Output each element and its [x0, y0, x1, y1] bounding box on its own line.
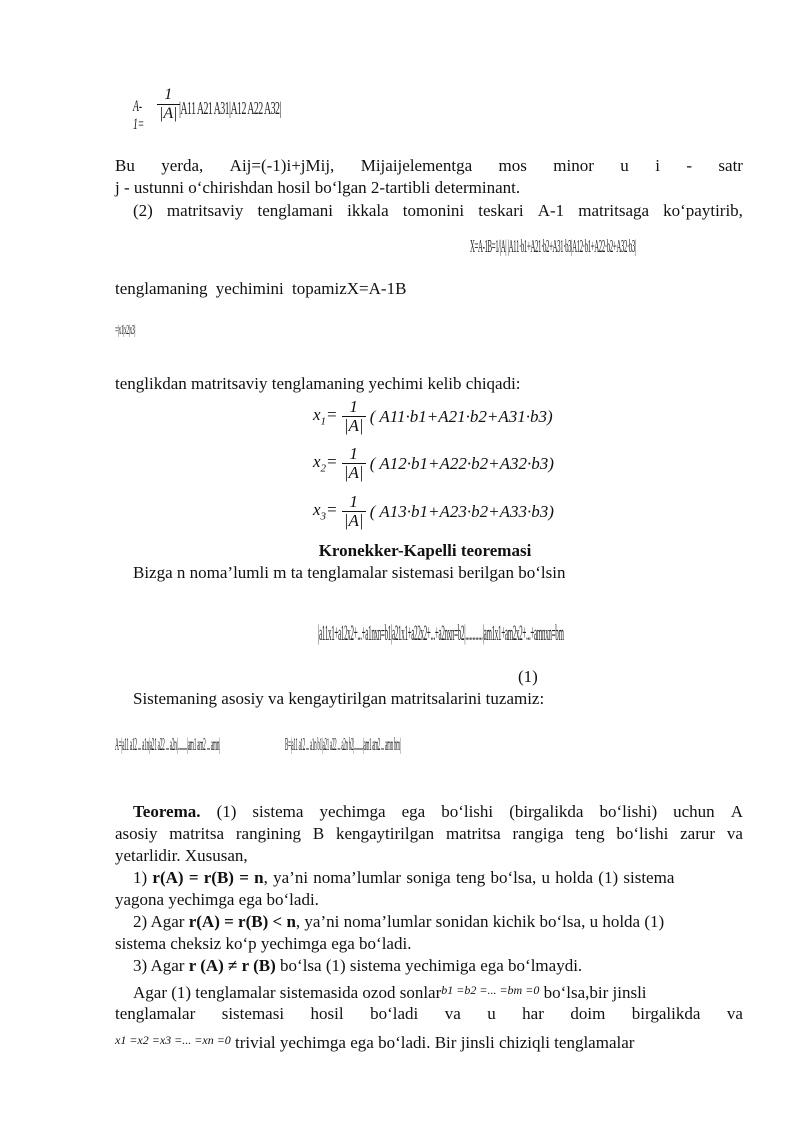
word: va — [726, 824, 743, 843]
system-equation: |a11x1+a12x2+...+a1nxn=b1|a21x1+a22x2+...+a2nxn=b2|............|am1x1+am2x2+...+amnxn=bm — [318, 620, 564, 645]
word: ikkala — [347, 201, 389, 220]
word: u — [620, 156, 629, 175]
word: rangiga — [512, 824, 564, 843]
word: (birgalikda — [509, 802, 584, 821]
word: Teorema. — [133, 802, 201, 821]
word: sistema — [252, 802, 304, 821]
para2-line2: tenglamaning yechimini topamizX=A-1B — [115, 279, 407, 298]
word: sistemasi — [221, 1004, 285, 1023]
word: Mijaijelementga — [360, 156, 473, 175]
case2-line1: 2) Agar r(A) = r(B) < n, ya’ni noma’lumlar sonidan kichik bo‘lsa, u holda (1) — [133, 912, 665, 931]
case2-line2: sistema cheksiz ko‘p yechimga ega bo‘ladi. — [115, 934, 412, 953]
word: bo‘ladi — [370, 1004, 419, 1023]
word: Aij=(-1)i+jMij, — [229, 156, 335, 175]
word: va — [726, 1004, 743, 1023]
word: yechimga — [319, 802, 386, 821]
word: - — [686, 156, 693, 175]
section-title: Kronekker-Kapelli teoremasi — [318, 541, 532, 560]
word: u — [487, 1004, 496, 1023]
last-line2 — [115, 1003, 743, 1025]
word: ega — [401, 802, 426, 821]
para2-line3: tenglikdan matritsaviy tenglamaning yechimi kelib chiqadi: — [115, 374, 521, 393]
intro-line: Bizga n noma’lumli m ta tenglamalar sistemasi berilgan bo‘lsin — [133, 563, 566, 582]
para1-line2: j - ustunni o‘chirishdan hosil bo‘lgan 2-tartibli determinant. — [115, 178, 521, 197]
word: matritsaga — [578, 201, 650, 220]
matrix-b: B=|a11 a12 ... a1n b1|a21 a22 ... a2n b2|.........|am1 am2 ... amn bm| — [285, 734, 401, 754]
para2-formula-right: X=A-1B=1/|A| |A11·b1+A21·b2+A31·b3|A12·b1+A22·b2+A32·b3| — [470, 236, 636, 256]
word: minor — [553, 156, 594, 175]
inverse-frac: $\frac{1}{|A|}$ — [159, 86, 178, 122]
word: teng — [575, 824, 605, 843]
word: A-1 — [537, 201, 565, 220]
word: bo‘lishi — [441, 802, 494, 821]
matrix-a: A=|a11 a12 ... a1n|a21 a22 ... a2n|.........|am1 am2 ... amn| — [115, 734, 220, 754]
theorem-line3: yetarlidir. Xususan, — [115, 846, 248, 865]
word: (1) — [216, 802, 237, 821]
para1-line1 — [115, 155, 743, 177]
word: ko‘paytirib, — [663, 201, 743, 220]
last-line3: $^{x1 =x2 =x3 =... =xn =0}$ trivial yechimga ega bo‘ladi. Bir jinsli chiziqli tenglamalar — [115, 1033, 635, 1052]
inverse-lhs: A-1= — [133, 98, 145, 133]
word: matritsa — [169, 824, 225, 843]
theorem-line2 — [115, 823, 743, 845]
word: matritsa — [445, 824, 501, 843]
matrices-line: Sistemaning asosiy va kengaytirilgan matritsalarini tuzamiz: — [133, 689, 545, 708]
case1-line2: yagona yechimga ega bo‘ladi. — [115, 890, 319, 909]
inverse-rest: |A11 A21 A31|A12 A22 A32| — [179, 98, 281, 118]
word: tenglamani — [257, 201, 334, 220]
word: (2) — [133, 201, 153, 220]
word: uchun — [673, 802, 715, 821]
solution-x2: $x_2=$ $\frac{1}{|A|}$ ( A12·b1+A22·b2+A32·b3) — [313, 444, 554, 482]
solution-x3: $x_3=$ $\frac{1}{|A|}$ ( A13·b1+A23·b2+A33·b3) — [313, 492, 554, 530]
word: asosiy — [115, 824, 158, 843]
word: tomonini — [402, 201, 465, 220]
last-line1: Agar (1) tenglamalar sistemasida ozod sonlar$^{b1 =b2 =... =bm =0}$ bo‘lsa,bir jinsli — [133, 983, 647, 1002]
word: bo‘lishi) — [599, 802, 658, 821]
word: teskari — [478, 201, 524, 220]
word: yerda, — [161, 156, 204, 175]
word: matritsaviy — [166, 201, 244, 220]
case3-line1: 3) Agar r (A) ≠ r (B) bo‘lsa (1) sistema yechimiga ega bo‘lmaydi. — [133, 956, 583, 975]
word: B — [312, 824, 325, 843]
solution-x1: $x_1=$ $\frac{1}{|A|}$ ( A11·b1+A21·b2+A31·b3) — [313, 397, 553, 435]
system-label: (1) — [518, 667, 538, 686]
word: va — [444, 1004, 461, 1023]
word: kengaytirilgan — [335, 824, 435, 843]
word: mos — [498, 156, 527, 175]
word: birgalikda — [631, 1004, 701, 1023]
word: har — [522, 1004, 544, 1023]
word: doim — [570, 1004, 606, 1023]
case1-rest: , ya’ni noma’lumlar soniga teng bo‘lsa, u holda (1) sistema — [263, 868, 675, 887]
word: Bu — [115, 156, 135, 175]
theorem-line1 — [133, 801, 743, 823]
word: i — [655, 156, 660, 175]
word: satr — [718, 156, 743, 175]
word: A — [730, 802, 743, 821]
word: bo‘lishi — [616, 824, 669, 843]
word: tenglamalar — [115, 1004, 196, 1023]
para2-line1 — [133, 200, 743, 222]
case1-line1: 1) r(A) = r(B) = n, ya’ni noma’lumlar soniga teng bo‘lsa, u holda (1) sistema — [133, 868, 675, 887]
small-x-vector: =|x1|x2|x3| — [115, 323, 136, 338]
word: rangining — [235, 824, 302, 843]
word: zarur — [680, 824, 716, 843]
word: hosil — [310, 1004, 344, 1023]
